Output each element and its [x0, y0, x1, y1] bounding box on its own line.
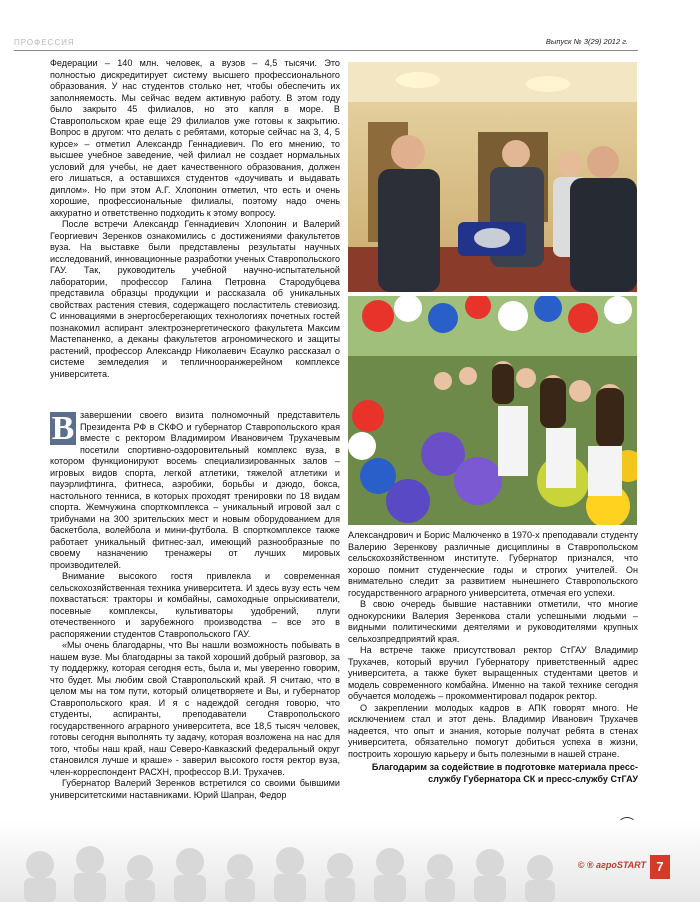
paragraph: В свою очередь бывшие наставники отметили, что многие однокурсники Валерия Зеренкова стали успешными людьми – видными политическими деятелями и руководителями крупных сельхозпредприятий края.	[348, 599, 638, 644]
dropcap-paragraph	[50, 410, 340, 571]
paragraph: О закреплении молодых кадров в АПК говорят много. Не исключением стал и этот день. Владимир Иванович Трухачев надеется, что опыт и знания, которые получат ребята в стенах университета, обязательно помогут добиться успеха в жизни, построить хорошую карьеру и быть полезными в нашей стране.	[348, 702, 638, 759]
photo-meeting	[348, 62, 637, 292]
paragraph: Федерации – 140 млн. человек, а вузов – 4,5 тысячи. Это полностью дискредитирует систему высшего профессионального образования. У нас студентов столько нет, чтобы обеспечить их заполняемость. Мы сейчас ведем активную работу. В этом году было закрыто 45 филиалов, но это капля в море. В Ставропольском крае еще 29 филиалов уже готовы к закрытию. Вопрос в другом: что делать с ребятами, которые сейчас на 3, 4, 5 курсе» – отметил Александр Геннадиевич. По его мнению, то высшее учебное заведение, чей филиал не создает нормальных условий для учебы, не дает качественного образования, должен его лишаться, а оставшихся студентов «доучивать и выдавать диплом». Но при этом А.Г. Хлопонин отметил, что есть и очень хорошие, профессиональные филиалы, поэтому надо очень аккуратно и ответственно подходить к этому вопросу.	[50, 58, 340, 218]
header-rule	[14, 50, 638, 51]
left-column-bottom	[50, 410, 340, 801]
left-column-top	[50, 58, 340, 380]
acknowledgement: Благодарим за содействие в подготовке материала пресс-службу Губернатора СК и пресс-службу СтГАУ	[371, 762, 638, 784]
drop-cap: В	[51, 410, 75, 447]
paragraph: «Мы очень благодарны, что Вы нашли возможность побывать в нашем вузе. Мы благодарны за такой хороший добрый разговор, за ту поддержку, которая сегодня есть, была и, мы уверенно говорим, что будет. Мы любим свой Ставропольский край. Я считаю, что в целом мы на том пути, который олицетворяете и Вы, и губернатор Ставропольского края. И я с надеждой сегодня говорю, что студенты, аспиранты, преподаватели Ставропольского государственного аграрного университета, все 18,5 тысяч человек, готовы сегодня выполнять ту задачу, которая возложена на нас для того, чтобы наш край, наш Северо-Кавказский федеральный округ становился лучше и краше» - заверил высокого гостя ректор вуза, член-корреспондент РАСХН, профессор В.И. Трухачев.	[50, 640, 340, 777]
paragraph: После встречи Александр Геннадиевич Хлопонин и Валерий Георгиевич Зеренков ознакомились с достижениями факультетов вуза. На выставке были представлены результаты научных исследований, инновационные разработки ученых Ставропольского ГАУ. Так, руководитель учебной научно-испытательной лаборатории, профессор Галина Петровна Стародубцева представила образцы продукции и рассказала об уникальных свойствах растения стевия, содержащего посластитель стевиозид. С инновациями в энергосберегающих технологиях почетных гостей познакомил аспирант электроэнергетического факультета Максим Мастепаненко, а деканы факультетов агрономического и защиты растений, профессор Александр Николаевич Есаулко рассказал о системе земледелия и тепличноoранжерейном комплексе университета.	[50, 219, 340, 379]
issue-label: Выпуск № 3(29) 2012 г.	[545, 37, 628, 46]
page-header	[0, 0, 700, 50]
right-column	[348, 530, 638, 785]
paragraph: Александрович и Борис Малюченко в 1970-х преподавали студенту Валерию Зеренкову различные дисциплины в Ставропольском сельскохозяйственном институте. Губернатор признался, что хорошо помнит студенческие годы и строгих учителей. Он внимательно следит за развитием нынешнего Ставропольского государственного аграрного университета, отмечая его успехи.	[348, 530, 638, 598]
paragraph: На встрече также присутствовал ректор СтГАУ Владимир Трухачев, который вручил Губернатору приветственный адрес университета, а также букет выращенных студентами цветов и модель современного комбайна. Именно на такой технике сегодня обучается молодежь – прокомментировал подарок ректор.	[348, 645, 638, 701]
rubric-label: ПРОФЕССИЯ	[14, 38, 75, 47]
paragraph: Внимание высокого гостя привлекла и современная сельскохозяйственная техника университета. И здесь вузу есть чем похвастаться: тракторы и комбайны, самоходные опрыскиватели, посевные комплексы, культиваторы удобрений, плуги отечественного и зарубежного производства – все это в распоряжении студентов Ставропольского ГАУ.	[50, 571, 340, 639]
paragraph: Губернатор Валерий Зеренков встретился со своими бывшими университетскими наставниками. Юрий Шапран, Федор	[50, 778, 340, 800]
paragraph: завершении своего визита полномочный представитель Президента РФ в СКФО и губернатор Ставропольского края вместе с ректором Владимиром Ивановичем Трухачевым посетили спортивно-оздоровительный комплекс вуза, в котором функционируют восемь специализированных залов – игровых видов спорта, легкой атлетики, тяжелой атлетики и пауэрлифтинга, фитнеса, аэробики, борьбы и дзюдо, бокса, настольного тенниса, в которых проходят тренировки по 18 видам спорта. Жемчужина спорткомплекса – уникальный игровой зал с трибунами на 300 зрительских мест и новым оборудованием для баскетбола, волейбола и мини-футбола. В спорткомплексе также работает уникальный фитнес-зал, имеющий разнообразные по своему назначению тренажеры от лучших мировых производителей.	[50, 410, 340, 570]
photo-students-balloons	[348, 296, 637, 525]
brand-logo: © ® агроSTART	[577, 860, 646, 870]
page-number: 7	[650, 855, 670, 879]
